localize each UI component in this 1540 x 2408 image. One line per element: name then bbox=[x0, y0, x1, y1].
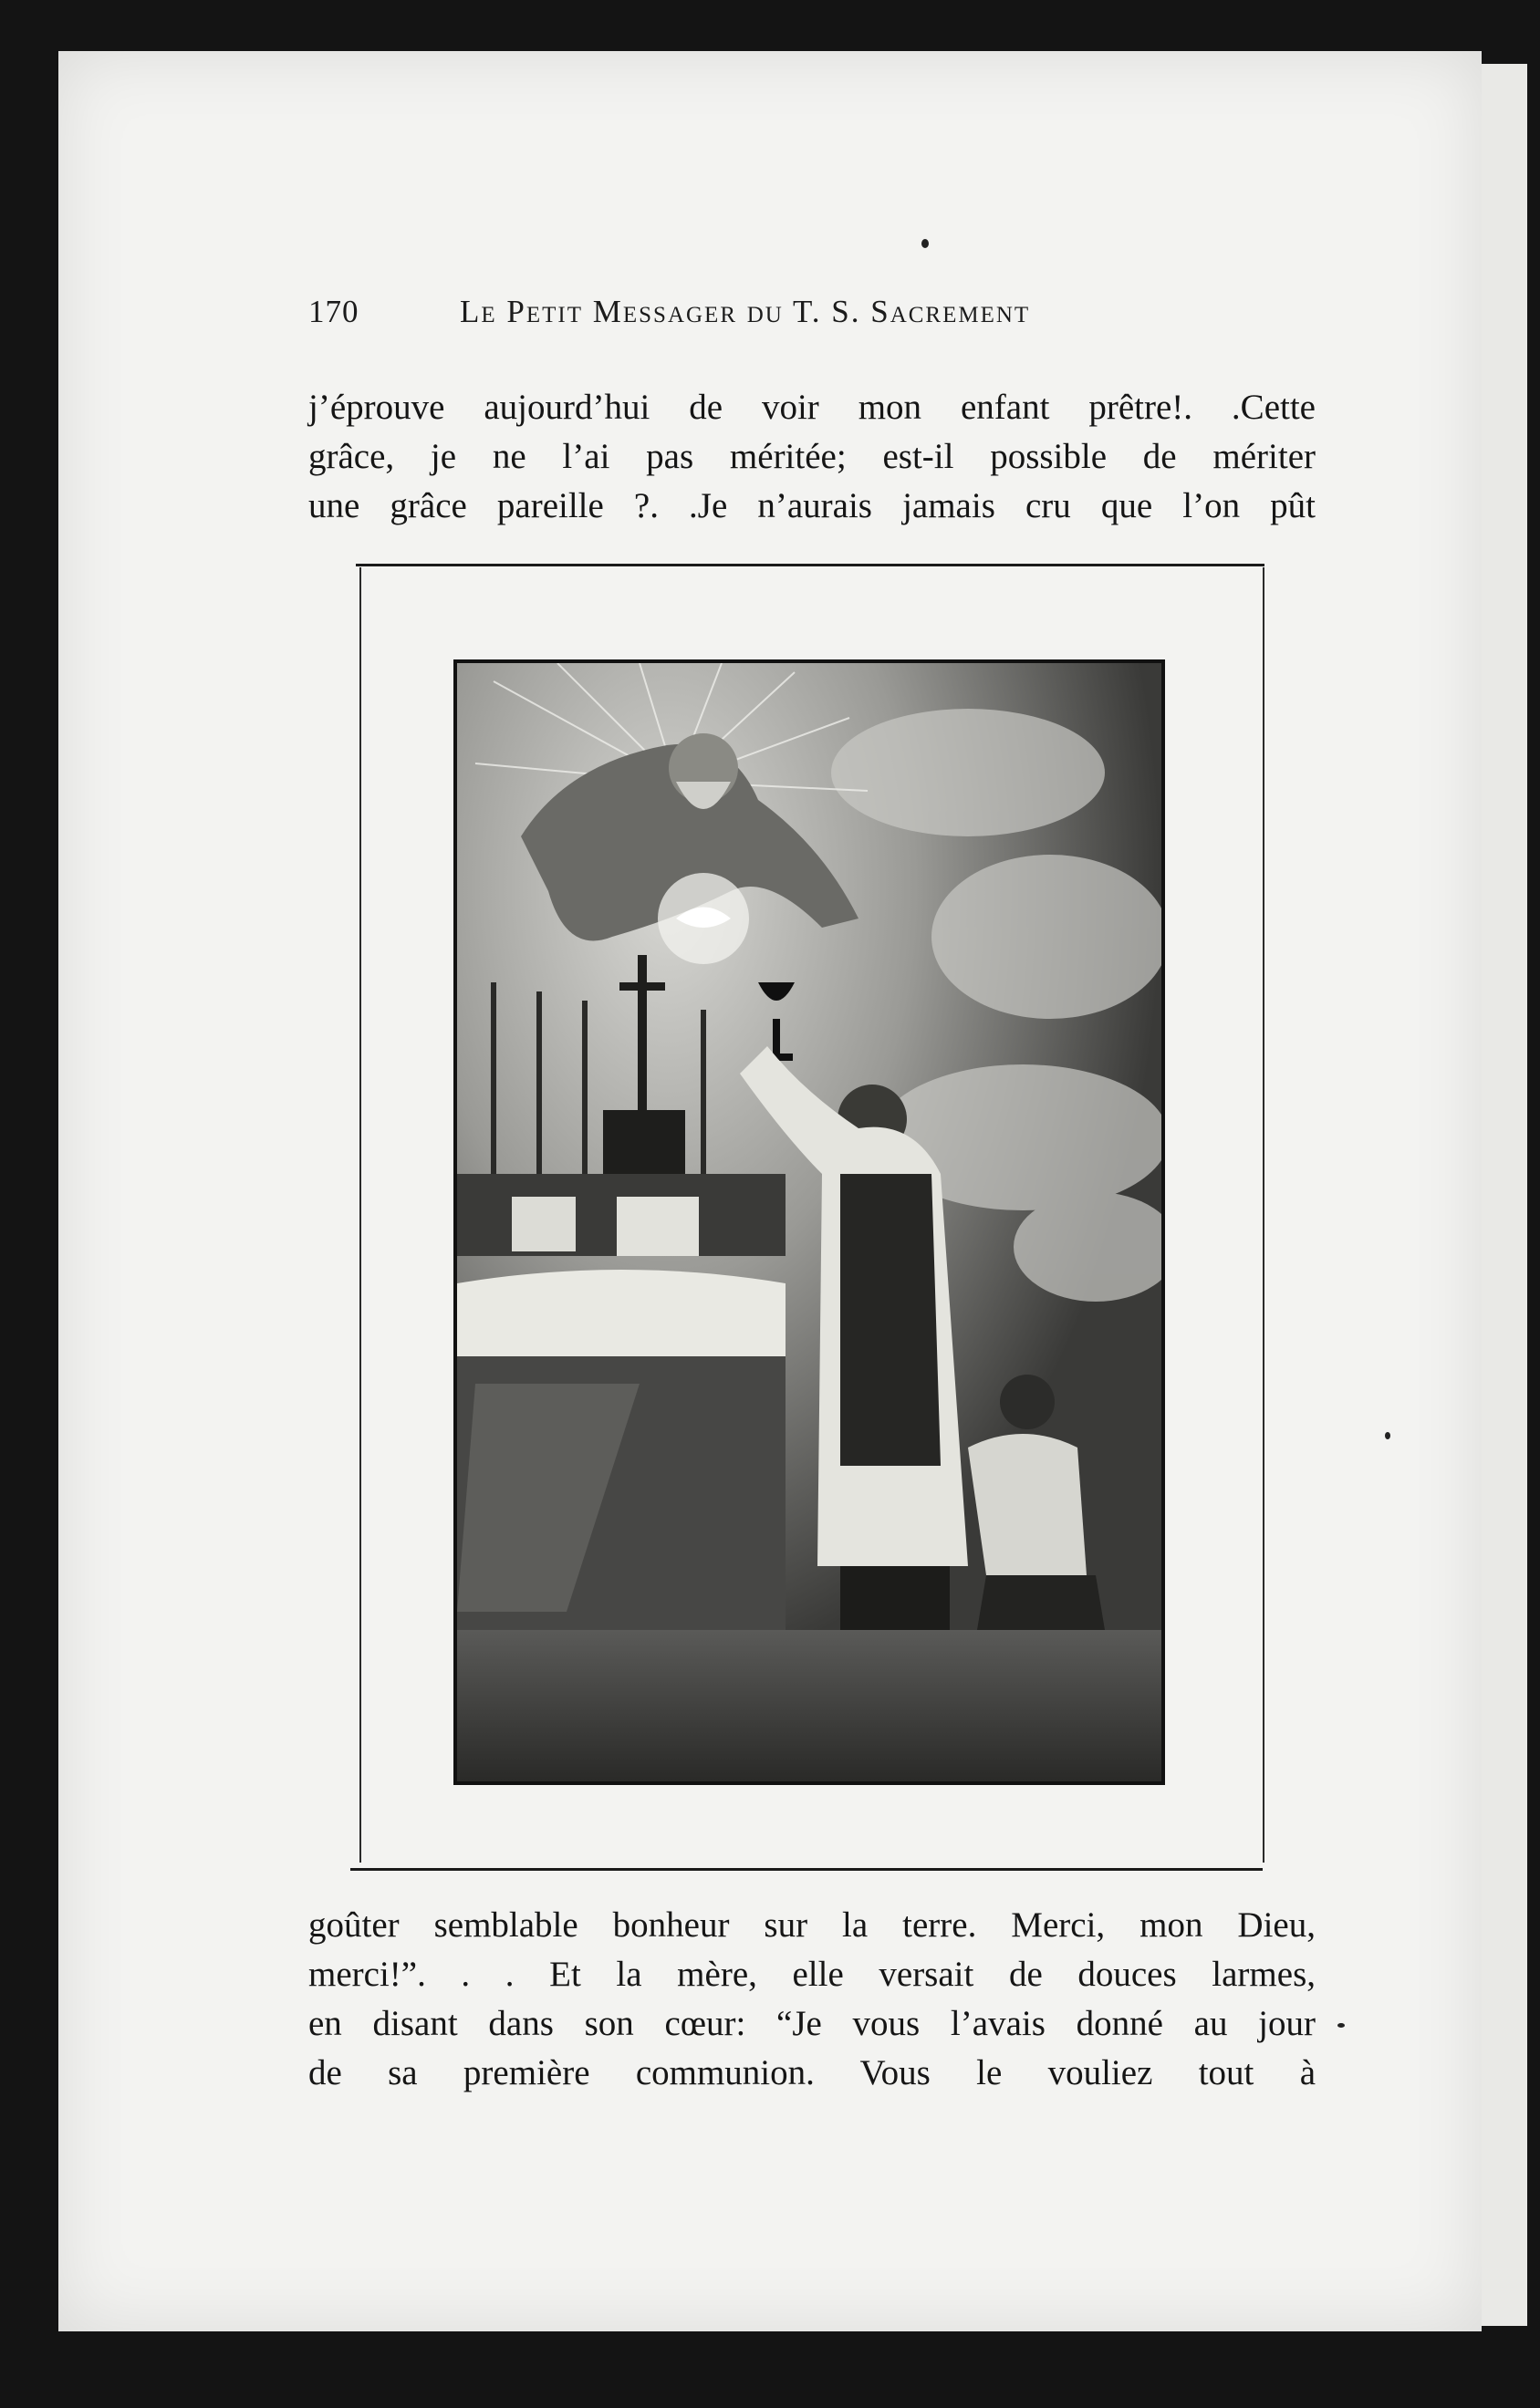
text-line: en disant dans son cœur: “Je vous l’avais donné au jour bbox=[308, 2004, 1316, 2043]
ink-speck bbox=[1385, 1432, 1390, 1439]
text-line: grâce, je ne l’ai pas méritée; est-il possible de mériter bbox=[308, 437, 1316, 476]
page-number: 170 bbox=[308, 294, 359, 329]
text-line: goûter semblable bonheur sur la terre. Merci, mon Dieu, bbox=[308, 1905, 1316, 1945]
figure-top-rule bbox=[356, 564, 1264, 566]
paragraph-after-figure bbox=[308, 1901, 1316, 2098]
ink-speck bbox=[921, 239, 929, 248]
paragraph-before-figure bbox=[308, 383, 1316, 531]
altar bbox=[457, 1174, 786, 1630]
holy-spirit-dove-icon bbox=[658, 873, 749, 964]
text-line: merci!”. . . Et la mère, elle versait de douces larmes, bbox=[308, 1955, 1316, 1994]
running-head bbox=[308, 294, 1312, 337]
text-line: de sa première communion. Vous le vouliez tout à bbox=[308, 2053, 1316, 2092]
chancel-floor bbox=[457, 1630, 1161, 1781]
engraving-illustration bbox=[457, 663, 1161, 1781]
ink-speck bbox=[1337, 2023, 1345, 2028]
text-line: j’éprouve aujourd’hui de voir mon enfant prêtre!. .Cette bbox=[308, 388, 1316, 427]
text-line: une grâce pareille ?. .Je n’aurais jamais cru que l’on pût bbox=[308, 486, 1316, 525]
engraving-plate bbox=[453, 659, 1165, 1785]
figure-bottom-rule bbox=[350, 1868, 1263, 1871]
running-title: Le Petit Messager du T. S. Sacrement bbox=[460, 294, 1031, 329]
adjacent-page-edge bbox=[1476, 64, 1527, 2326]
